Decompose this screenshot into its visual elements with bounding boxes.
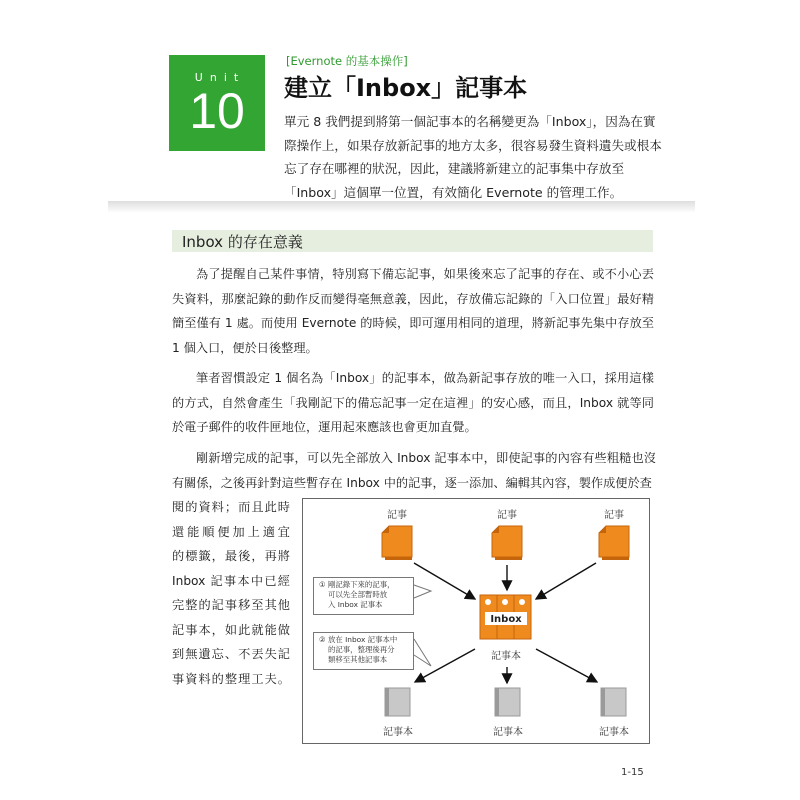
callout-line: 類移至其他記事本 xyxy=(328,655,388,664)
notebook-label: 記事本 xyxy=(493,727,523,738)
chapter-category: [Evernote 的基本操作] xyxy=(286,54,408,68)
paragraph-line: 事資料的整理工夫。 xyxy=(172,671,290,686)
note-icon xyxy=(599,526,629,560)
note-label: 記事 xyxy=(387,510,407,521)
step1-callout xyxy=(313,577,414,615)
note-label: 記事 xyxy=(604,510,624,521)
step2-callout xyxy=(313,632,414,670)
callout-line: ② 放在 Inbox 記事本中 xyxy=(319,635,398,644)
section-title: Inbox 的存在意義 xyxy=(182,233,303,251)
body-paragraph-1: 為了提醒自己某件事情，特別寫下備忘記事，如果後來忘了記事的存在、或不小心丟失資料，那麼記錄的動作反而變得毫無意義，因此，存放備忘記錄的「入口位置」最好精簡至僅有 1 處。而使用 Evernote 的時候，即可運用相同的道理，將新記事先集中存放至 1 個入口，便於日後整理。 xyxy=(172,267,654,355)
header-divider xyxy=(108,201,695,213)
callout-line: 可以先全部暫時放 xyxy=(328,590,388,599)
notebook-label: 記事本 xyxy=(599,727,629,738)
unit-label: Unit xyxy=(194,71,246,84)
notebook-label: 記事本 xyxy=(383,727,413,738)
callout-line: 入 Inbox 記事本 xyxy=(328,600,383,609)
paragraph-line: 還能順便加上適宜 xyxy=(172,524,290,539)
note-label: 記事 xyxy=(497,510,517,521)
arrow-icon xyxy=(536,649,597,682)
body-paragraph-3: 剛新增完成的記事，可以先全部放入 Inbox 記事本中，即使記事的內容有些粗糙也沒有關係，之後再針對這些暫存在 Inbox 中的記事，逐一添加、編輯其內容，製作成便於查 xyxy=(172,451,656,490)
page-title: 建立「Inbox」記事本 xyxy=(284,74,528,102)
callout-line: ① 剛記錄下來的記事， xyxy=(319,580,395,589)
paragraph-line: 閱的資料；而且此時 xyxy=(172,500,290,514)
paragraph-line: Inbox 記事本中已經 xyxy=(172,573,290,588)
callout-pointer xyxy=(414,585,431,598)
inbox-notebook-label: 記事本 xyxy=(491,651,521,662)
note-icon xyxy=(492,526,522,560)
body-paragraph-2: 筆者習慣設定 1 個名為「Inbox」的記事本，做為新記事存放的唯一入口，採用這樣的方式，自然會產生「我剛記下的備忘記事一定在這裡」的安心感，而且，Inbox 就等同於電子郵件的收件匣地位，運用起來應該也會更加直覺。 xyxy=(172,371,654,434)
intro-paragraph: 單元 8 我們提到將第一個記事本的名稱變更為「Inbox」，因為在實際操作上，如果存放新記事的地方太多，很容易發生資料遺失或根本忘了存在哪裡的狀況，因此，建議將新建立的記事集中存放至「Inbox」這個單一位置，有效簡化 Evernote 的管理工作。 xyxy=(284,114,662,200)
section-heading-bar xyxy=(172,230,653,252)
notebook-icon xyxy=(495,688,520,716)
page-number: 1-15 xyxy=(621,767,644,778)
notebook-icon xyxy=(601,688,626,716)
paragraph-line: 記事本，如此就能做 xyxy=(172,622,290,637)
notebook-icon xyxy=(385,688,410,716)
note-icon xyxy=(382,526,412,560)
paragraph-line: 的標籤，最後，再將 xyxy=(172,549,290,563)
unit-badge xyxy=(169,55,265,151)
inbox-label: Inbox xyxy=(490,614,522,625)
diagram-canvas xyxy=(303,499,649,743)
arrow-icon xyxy=(536,563,596,599)
inbox-workflow-diagram xyxy=(302,498,650,744)
callout-line: 的記事，整理後再分 xyxy=(328,645,395,654)
paragraph-line: 完整的記事移至其他 xyxy=(172,598,290,612)
paragraph-line: 到無遺忘、不丟失記 xyxy=(172,647,290,661)
body-paragraph-3-continued xyxy=(172,495,290,691)
callout-pointer xyxy=(414,639,431,666)
unit-number: 10 xyxy=(189,83,245,139)
